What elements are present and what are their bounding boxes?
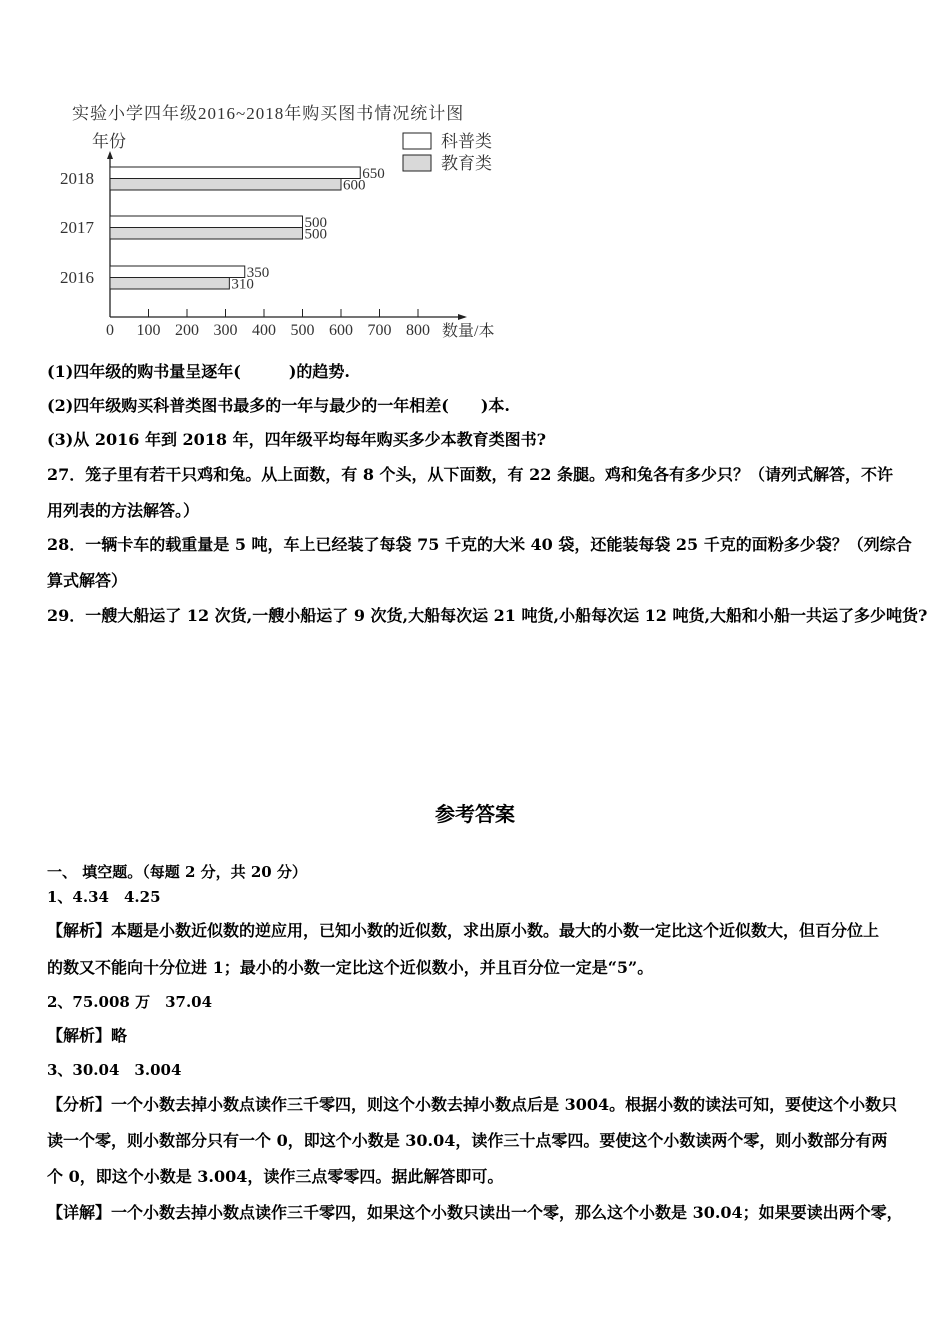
legend-label: 科普类 bbox=[441, 132, 492, 151]
legend-swatch bbox=[403, 133, 431, 149]
x-tick-label: 0 bbox=[106, 322, 114, 339]
bar-value-label: 350 bbox=[246, 265, 270, 281]
x-tick-label: 500 bbox=[290, 322, 315, 339]
bar-科普类 bbox=[110, 216, 303, 228]
bar-value-label: 650 bbox=[362, 166, 385, 182]
answer-title: 参考答案 bbox=[435, 802, 515, 826]
answer-line: 2、75.008 万 37.04 bbox=[47, 993, 213, 1011]
bar-科普类 bbox=[110, 167, 360, 179]
legend-swatch bbox=[403, 155, 431, 171]
answer-line: 【详解】一个小数去掉小数点读作三千零四，如果这个小数只读出一个零，那么这个小数是 30.04；如果要读出两个零， bbox=[47, 1203, 903, 1222]
bar-教育类 bbox=[110, 228, 303, 240]
x-tick-label: 200 bbox=[175, 322, 199, 339]
answer-line: 1、4.34 4.25 bbox=[47, 888, 161, 906]
y-tick-label: 2017 bbox=[60, 218, 94, 237]
y-axis-arrow bbox=[107, 151, 113, 159]
y-tick-label: 2018 bbox=[60, 169, 94, 188]
book-purchase-chart bbox=[50, 95, 520, 345]
question-line: 28．一辆卡车的载重量是 5 吨，车上已经装了每袋 75 千克的大米 40 袋，还能装每袋 25 千克的面粉多少袋？（列综合 bbox=[47, 535, 912, 554]
answer-line: 3、30.04 3.004 bbox=[47, 1061, 182, 1079]
question-line: 用列表的方法解答。） bbox=[47, 501, 200, 520]
bar-value-label: 500 bbox=[304, 215, 327, 231]
x-tick-label: 600 bbox=[329, 322, 353, 339]
answer-line: 读一个零，则小数部分只有一个 0，即这个小数是 30.04，读作三十点零四。要使这个小数读两个零，则小数部分有两 bbox=[47, 1131, 888, 1150]
legend-label: 教育类 bbox=[441, 154, 492, 173]
answer-line: 【解析】本题是小数近似数的逆应用，已知小数的近似数，求出原小数。最大的小数一定比这个近似数大，但百分位上 bbox=[47, 921, 880, 940]
x-axis-arrow bbox=[458, 314, 467, 320]
question-line: (3)从 2016 年到 2018 年，四年级平均每年购买多少本教育类图书? bbox=[47, 430, 546, 449]
answer-line: 个 0，即这个小数是 3.004，读作三点零零四。据此解答即可。 bbox=[47, 1167, 504, 1186]
question-line: 29．一艘大船运了 12 次货,一艘小船运了 9 次货,大船每次运 21 吨货,小船每次运 12 吨货,大船和小船一共运了多少吨货? bbox=[47, 606, 928, 625]
answer-line: 【分析】一个小数去掉小数点读作三千零四，则这个小数去掉小数点后是 3004。根据小数的读法可知，要使这个小数只 bbox=[47, 1095, 898, 1114]
question-line: (2)四年级购买科普类图书最多的一年与最少的一年相差( )本. bbox=[47, 396, 510, 415]
answer-line: 一、 填空题。（每题 2 分，共 20 分） bbox=[47, 863, 307, 881]
bar-value-label: 500 bbox=[304, 226, 327, 243]
x-tick-label: 800 bbox=[406, 322, 430, 339]
y-axis-label: 年份 bbox=[92, 132, 126, 151]
answer-line: 的数又不能向十分位进 1；最小的小数一定比这个近似数小，并且百分位一定是“5”。 bbox=[47, 958, 654, 977]
bar-value-label: 600 bbox=[343, 177, 366, 194]
x-tick-label: 300 bbox=[213, 322, 238, 339]
chart-title: 实验小学四年级2016~2018年购买图书情况统计图 bbox=[72, 104, 465, 123]
x-tick-label: 100 bbox=[136, 322, 161, 339]
bar-教育类 bbox=[110, 278, 229, 290]
bar-value-label: 310 bbox=[231, 276, 254, 293]
question-line: (1)四年级的购书量呈逐年( )的趋势. bbox=[47, 362, 350, 381]
question-line: 27．笼子里有若干只鸡和兔。从上面数，有 8 个头，从下面数，有 22 条腿。鸡和兔各有多少只？（请列式解答，不许 bbox=[47, 465, 893, 484]
bar-教育类 bbox=[110, 179, 341, 191]
x-tick-label: 700 bbox=[367, 322, 392, 339]
x-axis-label: 数量/本 bbox=[442, 323, 495, 340]
answer-line: 【解析】略 bbox=[47, 1026, 128, 1045]
x-tick-label: 400 bbox=[252, 322, 276, 339]
question-line: 算式解答） bbox=[47, 571, 128, 590]
y-tick-label: 2016 bbox=[60, 268, 94, 287]
bar-科普类 bbox=[110, 266, 245, 278]
